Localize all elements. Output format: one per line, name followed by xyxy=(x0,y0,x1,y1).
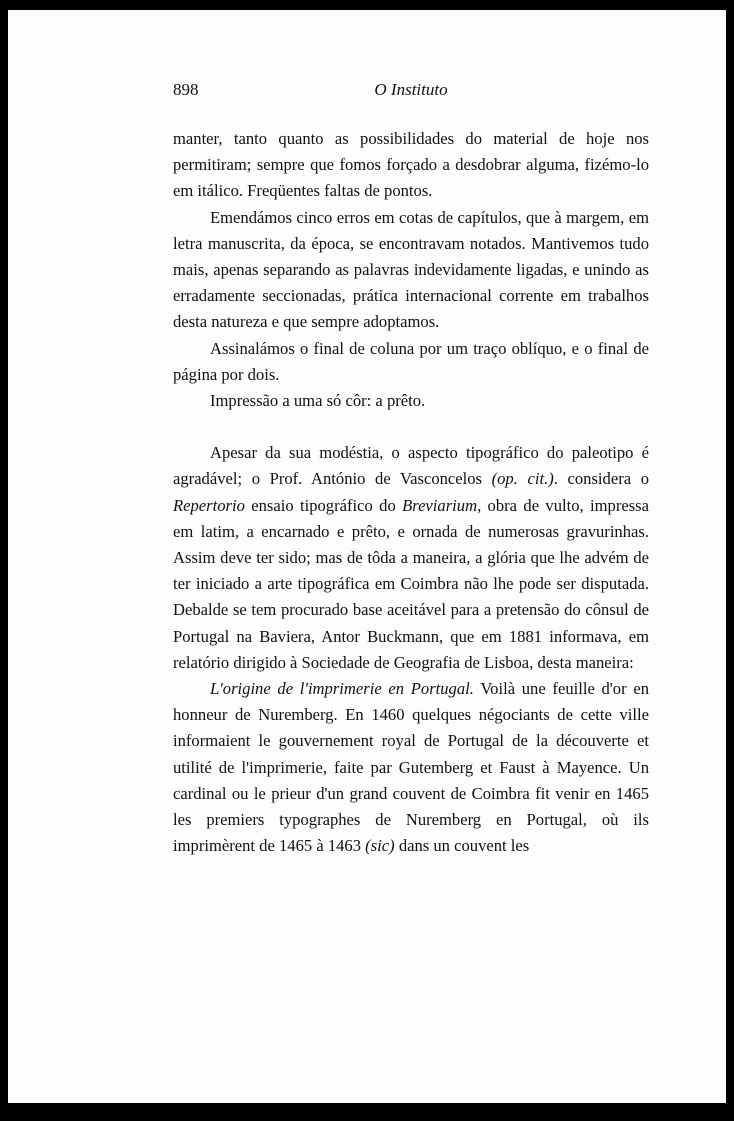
text-run: . considera o xyxy=(553,469,649,489)
text-run: ensaio tipográfico do xyxy=(244,495,403,515)
body-text xyxy=(173,126,649,859)
paragraph-typographic-aspect xyxy=(173,440,649,676)
paragraph-print-color: Impressão a uma só côr: a prêto. xyxy=(210,391,426,411)
paragraph-continuation: manter, tanto quanto as possibilidades do material de hoje nos permitiram; sempre que fomos forçado a desdobrar alguma, fizémo-lo em itálico. Freqüentes faltas de pontos. xyxy=(173,129,649,201)
running-title: O Instituto xyxy=(374,80,448,99)
page-number: 898 xyxy=(173,80,199,99)
paragraph-french-quote xyxy=(173,676,649,859)
section-gap xyxy=(173,414,649,440)
text-run: dans un couvent les xyxy=(394,836,530,856)
text-run: , obra de vulto, impressa em latim, a encarnado e prêto, e ornada de numerosas gravurinhas. Assim deve ter sido; mas de tôda a maneira, a glória que lhe advém de ter iniciado a arte tipográfica em Coimbra não lhe pode ser disputada. Debalde se tem procurado base aceitável para a pretensão do cônsul de Portugal na Baviera, Antor Buckmann, que em 1881 informava, em relatório dirigido à Sociedade de Geografia de Lisboa, desta maneira: xyxy=(173,495,649,672)
page-header xyxy=(173,80,649,106)
italic-title-repertorio: Repertorio xyxy=(173,495,245,515)
italic-quote-title: L'origine de l'imprimerie en Portugal. xyxy=(210,679,474,699)
text-run: Voilà une feuille d'or en honneur de Nuremberg. En 1460 quelques négociants de cette ville informaient le gouvernement royal de Portugal de la découverte et utilité de l'imprimerie, faite par Gutemberg et Faust à Mayence. Un cardinal ou le prieur d'un grand couvent de Coimbra fit venir en 1465 les premiers typographes de Nuremberg en Portugal, où ils imprimèrent de 1465 à 1463 xyxy=(173,679,649,856)
italic-title-breviarium: Breviarium xyxy=(402,495,478,515)
paragraph-column-marks: Assinalámos o final de coluna por um traço oblíquo, e o final de página por dois. xyxy=(173,338,649,384)
text-run: Apesar da sua modéstia, o aspecto tipográfico do paleotipo é agradável; o Prof. António de Vasconcelos xyxy=(173,443,649,489)
italic-sic: (sic) xyxy=(365,836,395,856)
italic-citation: (op. cit.) xyxy=(491,469,554,489)
paragraph-emendations: Emendámos cinco erros em cotas de capítulos, que à margem, em letra manuscrita, da época, se encontravam notados. Mantivemos tudo mais, apenas separando as palavras indevidamente ligadas, e unindo as erradamente seccionadas, prática internacional corrente em trabalhos desta natureza e que sempre adoptamos. xyxy=(173,207,649,332)
